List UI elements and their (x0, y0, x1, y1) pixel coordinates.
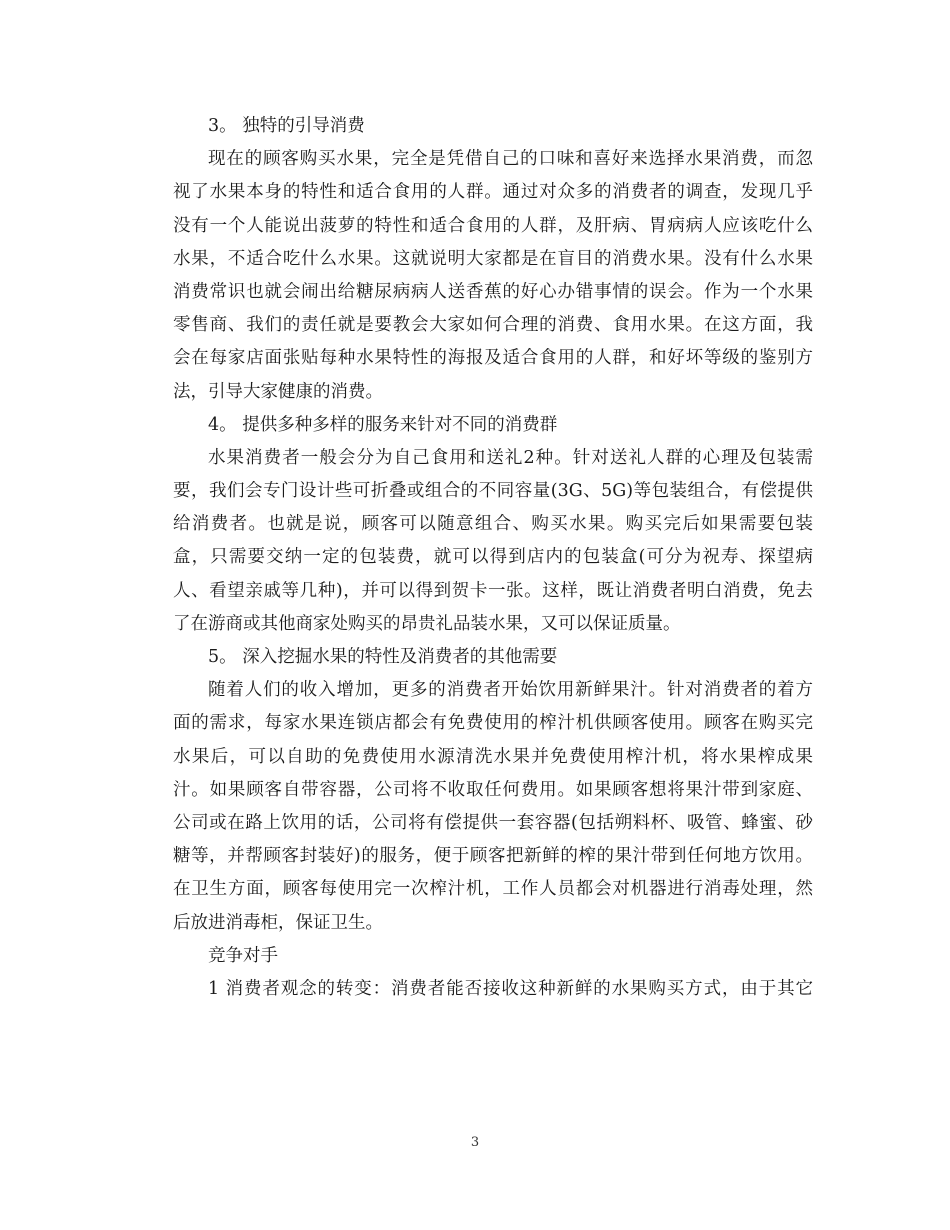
text-line: 在卫生方面，顾客每使用完一次榨汁机，工作人员都会对机器进行消毒处理，然 (173, 879, 813, 900)
text-line: 要，我们会专门设计些可折叠或组合的不同容量(3G、5G)等包装组合，有偿提供 (173, 481, 813, 502)
text-line: 水果消费者一般会分为自己食用和送礼2种。针对送礼人群的心理及包装需 (208, 447, 813, 468)
text-line: 糖等，并帮顾客封装好)的服务，便于顾客把新鲜的榨的果汁带到任何地方饮用。 (173, 846, 813, 867)
text-line: 消费常识也就会闹出给糖尿病病人送香蕉的好心办错事情的误会。作为一个水果 (173, 281, 813, 302)
page-number: 3 (470, 1135, 480, 1150)
document-body (173, 110, 813, 1006)
text-line: 法，引导大家健康的消费。 (173, 381, 383, 402)
text-line: 水果后，可以自助的免费使用水源清洗水果并免费使用榨汁机，将水果榨成果 (173, 746, 813, 767)
text-line: 盒，只需要交纳一定的包装费，就可以得到店内的包装盒(可分为祝寿、探望病 (173, 547, 813, 568)
text-line: 现在的顾客购买水果，完全是凭借自己的口味和喜好来选择水果消费，而忽 (208, 149, 813, 170)
section-heading: 5。 深入挖掘水果的特性及消费者的其他需要 (208, 647, 558, 667)
text-line: 会在每家店面张贴每种水果特性的海报及适合食用的人群，和好坏等级的鉴别方 (173, 348, 813, 369)
text-line: 视了水果本身的特性和适合食用的人群。通过对众多的消费者的调查，发现几乎 (173, 182, 813, 203)
text-line: 面的需求，每家水果连锁店都会有免费使用的榨汁机供顾客使用。顾客在购买完 (173, 713, 813, 734)
text-line: 随着人们的收入增加，更多的消费者开始饮用新鲜果汁。针对消费者的着方 (208, 680, 813, 701)
text-line: 给消费者。也就是说，顾客可以随意组合、购买水果。购买完后如果需要包装 (173, 514, 813, 535)
text-line: 没有一个人能说出菠萝的特性和适合食用的人群，及肝病、胃病病人应该吃什么 (173, 215, 813, 236)
text-line: 公司或在路上饮用的话，公司将有偿提供一套容器(包括朔料杯、吸管、蜂蜜、砂 (173, 812, 813, 833)
section-heading: 竞争对手 (208, 945, 278, 966)
text-line: 汁。如果顾客自带容器，公司将不收取任何费用。如果顾客想将果汁带到家庭、 (173, 779, 813, 800)
text-line: 水果，不适合吃什么水果。这就说明大家都是在盲目的消费水果。没有什么水果 (173, 248, 813, 269)
text-line: 后放进消毒柜，保证卫生。 (173, 912, 383, 933)
text-line: 1 消费者观念的转变：消费者能否接收这种新鲜的水果购买方式，由于其它 (208, 978, 813, 999)
section-heading: 4。 提供多种多样的服务来针对不同的消费群 (208, 414, 558, 435)
text-line: 3。 独特的引导消费 (208, 116, 365, 136)
text-line: 人、看望亲戚等几种)，并可以得到贺卡一张。这样，既让消费者明白消费，免去 (173, 580, 813, 601)
text-line: 零售商、我们的责任就是要教会大家如何合理的消费、食用水果。在这方面，我 (173, 315, 813, 336)
text-line: 了在游商或其他商家处购买的昂贵礼品装水果，又可以保证质量。 (173, 613, 681, 634)
